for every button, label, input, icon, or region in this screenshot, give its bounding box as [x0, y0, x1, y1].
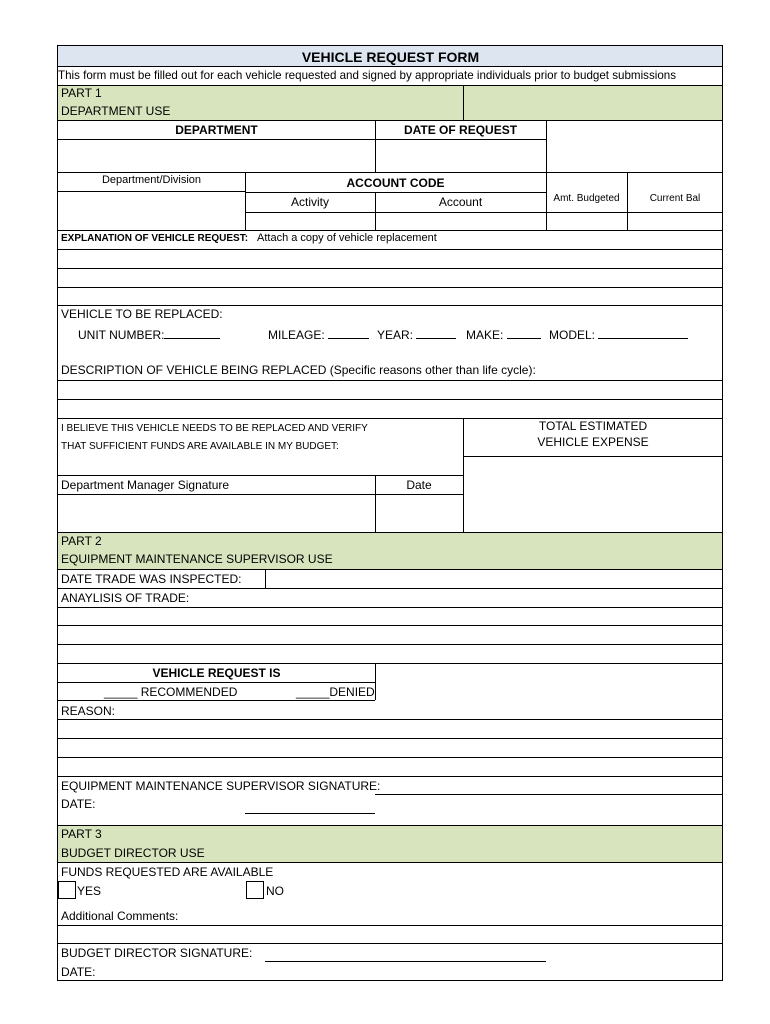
supervisor-date-line[interactable] — [245, 813, 375, 814]
part1-section-label: DEPARTMENT USE — [61, 104, 171, 118]
yes-label: YES — [77, 884, 102, 898]
account-field[interactable] — [376, 213, 545, 229]
rule — [58, 700, 375, 701]
explanation-label: EXPLANATION OF VEHICLE REQUEST: — [61, 233, 249, 244]
analysis-label: ANAYLISIS OF TRADE: — [61, 591, 190, 605]
manager-signature-field[interactable] — [59, 495, 374, 531]
account-label: Account — [438, 195, 483, 209]
supervisor-signature-field[interactable] — [376, 777, 722, 793]
no-label: NO — [266, 884, 284, 898]
verify-line-1: I BELIEVE THIS VEHICLE NEEDS TO BE REPLACED AND VERIFY — [61, 423, 368, 434]
model-blank[interactable] — [598, 328, 688, 339]
unit-number-blank[interactable] — [164, 328, 220, 339]
rule — [58, 66, 723, 67]
date-of-request-header: DATE OF REQUEST — [403, 123, 518, 137]
year-label — [377, 328, 456, 341]
year-text: YEAR: — [377, 328, 414, 342]
mileage-text: MILEAGE: — [268, 328, 325, 342]
part3-label: PART 3 — [61, 827, 102, 841]
account-code-header: ACCOUNT CODE — [346, 176, 445, 190]
rule — [245, 192, 546, 193]
rule — [58, 588, 723, 589]
department-division-field[interactable] — [59, 192, 244, 229]
part2-label: PART 2 — [61, 534, 102, 548]
total-expense-line-2: VEHICLE EXPENSE — [537, 435, 649, 449]
description-label: DESCRIPTION OF VEHICLE BEING REPLACED (Specific reasons other than life cycle): — [61, 363, 536, 377]
part3-section-label: BUDGET DIRECTOR USE — [61, 846, 205, 860]
rule — [58, 305, 723, 306]
rule — [375, 663, 376, 700]
reason-field[interactable] — [59, 720, 722, 775]
verify-line-2: THAT SUFFICIENT FUNDS ARE AVAILABLE IN MY BUDGET: — [61, 441, 339, 452]
no-checkbox[interactable] — [246, 881, 264, 899]
director-signature-label: BUDGET DIRECTOR SIGNATURE: — [61, 946, 253, 960]
rule — [58, 943, 723, 944]
supervisor-signature-label: EQUIPMENT MAINTENANCE SUPERVISOR SIGNATURE: — [61, 779, 381, 793]
manager-date-label: Date — [406, 478, 432, 492]
department-header: DEPARTMENT — [175, 123, 258, 137]
form-title: VEHICLE REQUEST FORM — [301, 49, 480, 65]
explanation-field[interactable] — [59, 250, 722, 304]
department-field[interactable] — [59, 140, 374, 171]
request-is-label: VEHICLE REQUEST IS — [152, 666, 281, 680]
rule — [58, 475, 463, 476]
form-instructions: This form must be filled out for each vehicle requested and signed by appropriate individuals prior to budget submissions — [58, 70, 677, 82]
recommended-text: RECOMMENDED — [140, 685, 238, 699]
rule — [58, 532, 723, 533]
rule — [375, 794, 723, 795]
unit-number-text: UNIT NUMBER: — [78, 328, 165, 342]
rule — [58, 862, 723, 863]
explanation-note: Attach a copy of vehicle replacement — [257, 232, 437, 244]
date-inspected-field[interactable] — [266, 570, 722, 587]
rule — [58, 682, 375, 683]
rule — [58, 172, 723, 173]
year-blank[interactable] — [416, 328, 456, 339]
funds-available-label: FUNDS REQUESTED ARE AVAILABLE — [61, 865, 274, 879]
additional-comments-label: Additional Comments: — [61, 909, 179, 923]
manager-date-field[interactable] — [376, 495, 462, 531]
department-division-label: Department/Division — [101, 174, 202, 186]
part2-section-label: EQUIPMENT MAINTENANCE SUPERVISOR USE — [61, 552, 333, 566]
model-text: MODEL: — [549, 328, 596, 342]
unit-number-label — [78, 328, 220, 341]
description-field[interactable] — [59, 381, 722, 417]
rule — [58, 85, 723, 86]
amt-budgeted-field[interactable] — [547, 213, 626, 229]
activity-label: Activity — [290, 195, 329, 209]
manager-signature-label: Department Manager Signature — [61, 478, 230, 492]
yes-checkbox[interactable] — [58, 881, 76, 899]
activity-field[interactable] — [246, 213, 374, 229]
current-bal-label: Current Bal — [649, 193, 701, 204]
rule — [58, 825, 723, 826]
current-bal-field[interactable] — [628, 213, 722, 229]
part1-right-box-field[interactable] — [547, 121, 722, 171]
supervisor-date-label: DATE: — [61, 797, 96, 811]
recommended-blank[interactable]: _____ — [104, 685, 138, 699]
date-inspected-label: DATE TRADE WAS INSPECTED: — [61, 572, 242, 586]
total-expense-field[interactable] — [464, 457, 722, 531]
analysis-field[interactable] — [59, 608, 722, 662]
date-of-request-field[interactable] — [376, 140, 545, 171]
make-label — [466, 328, 541, 341]
rule — [58, 230, 723, 231]
total-expense-line-1: TOTAL ESTIMATED — [538, 419, 648, 433]
part1-label: PART 1 — [61, 86, 102, 100]
director-signature-line[interactable] — [265, 961, 546, 962]
amt-budgeted-label: Amt. Budgeted — [553, 193, 620, 204]
rule — [463, 85, 464, 120]
rule — [58, 663, 723, 664]
vehicle-replaced-label: VEHICLE TO BE REPLACED: — [61, 307, 223, 321]
director-date-label: DATE: — [61, 965, 96, 979]
denied-blank[interactable]: _____ — [296, 685, 330, 699]
model-label — [549, 328, 688, 341]
mileage-blank[interactable] — [328, 328, 369, 339]
reason-label: REASON: — [61, 704, 116, 718]
mileage-label — [268, 328, 369, 341]
denied-text: DENIED — [329, 685, 375, 699]
recommended-option[interactable] — [104, 686, 237, 698]
denied-option[interactable] — [296, 686, 375, 698]
additional-comments-field[interactable] — [59, 926, 722, 942]
make-text: MAKE: — [466, 328, 504, 342]
make-blank[interactable] — [507, 328, 541, 339]
